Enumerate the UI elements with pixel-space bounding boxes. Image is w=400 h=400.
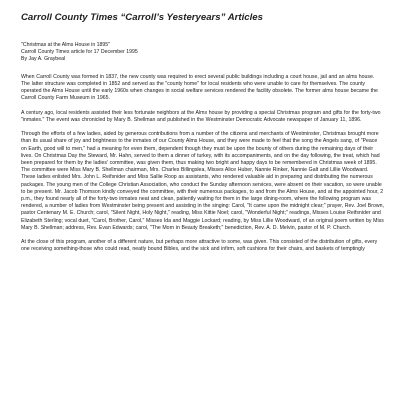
- article-byline: [21, 42, 384, 64]
- article-headline: "Christmas at the Alms House in 1895": [21, 42, 111, 48]
- paragraph: Through the efforts of a few ladies, aided by generous contributions from a number of the citizens and merchants of Westminster, Christmas brought more than its usual share of joy and brightness to the inmates of our County Alms House, and they were made to feel that the song the Angels sang, of "Peace on Earth, good will to men," had a meaning for even them, dependent though they must be upon the bounty of others during the remaining days of their lives. On Christmas Day the Steward, Mr. Hahn, served to them a dinner of turkey, with its accompaniments, and on the day following, the treat, which had been prepared for them by the ladies' committee, was given them, thus making two bright and happy days to be remembered in Christmas week of 1895. The committee were Miss Mary B. Shellman chairman, Mrs. Charles Billingslea, Misses Alice Huber, Nannie Rinker, Nannie Galt and Lillie Woodward. These ladies enlisted Mrs. John L. Reifsnider and Miss Sallie Roop as assistants, who rendered valuable aid in preparing and distributing the numerous packages. The young men of the College Christian Association, who conduct the Sunday afternoon services, were absent on their vacation, so were unable to be present. Mr. Jacob Thomson kindly conveyed the committee, with their numerous packages, to and from the Alms House, and at the appointed hour, 2 p.m., they found nearly all of the forty-two inmates neat and clean, patiently waiting for them in the large dining-room, where the following program was rendered, a number of ladies from Westminster being present and assisting in the singing: Carol, "It came upon the midnight clear;" prayer, Rev. Joel Brown, pastor Centenary M. E. Church; carol, "Silent Night, Holy Night," reading, Miss Kittie Noel; carol, "Wonderful Night;" readings, Misses Louise Reifsnider and Elizabeth Sterling; vocal duet, "Carol, Brother, Carol," Misses Ida and Maggie Lockard; reading, by Miss Lillie Woodward, of an original poem written by Miss Mary B. Shellman; address, Rev. Evan Edwards; carol, "The Morn in Beauty Breaketh;" benediction, Rev. A. D. Melvin, pastor of M. P. Church.: [21, 131, 384, 231]
- document-title: Carroll County Times “Carroll’s Yesteryears” Articles: [21, 12, 263, 23]
- article-author: By Jay A. Graybeal: [21, 56, 66, 63]
- paragraph: At the close of this program, another of a different nature, but perhaps more attractive to some, was given. This consisted of the distribution of gifts, every one receiving something-those who could read, neatly bound Bibles, and the sick and infirm, soft cushions for their chairs, and baskets of temptingly: [21, 239, 378, 253]
- article-source: Carroll County Times article for 17 December 1995: [21, 49, 138, 56]
- paragraph: When Carroll County was formed in 1837, the new county was required to erect several public buildings including a court house, jail and an alms house. The latter structure was completed in 1852 and served as the "county home" for local residents who were unable to care for themselves. The county operated the Alms House until the early 1960s when changes in social welfare services rendered the facility obsolete. The former alms house became the Carroll County Farm Museum in 1965.: [21, 73, 378, 102]
- paragraph: A century ago, local residents assisted their less fortunate neighbors at the Alms house by providing a special Christmas program and gifts for the forty-two "inmates." The event was chronicled by Mary B. Shellman and published in the Westminster Democratic Advocate newspaper of January 11, 1896.: [21, 109, 381, 123]
